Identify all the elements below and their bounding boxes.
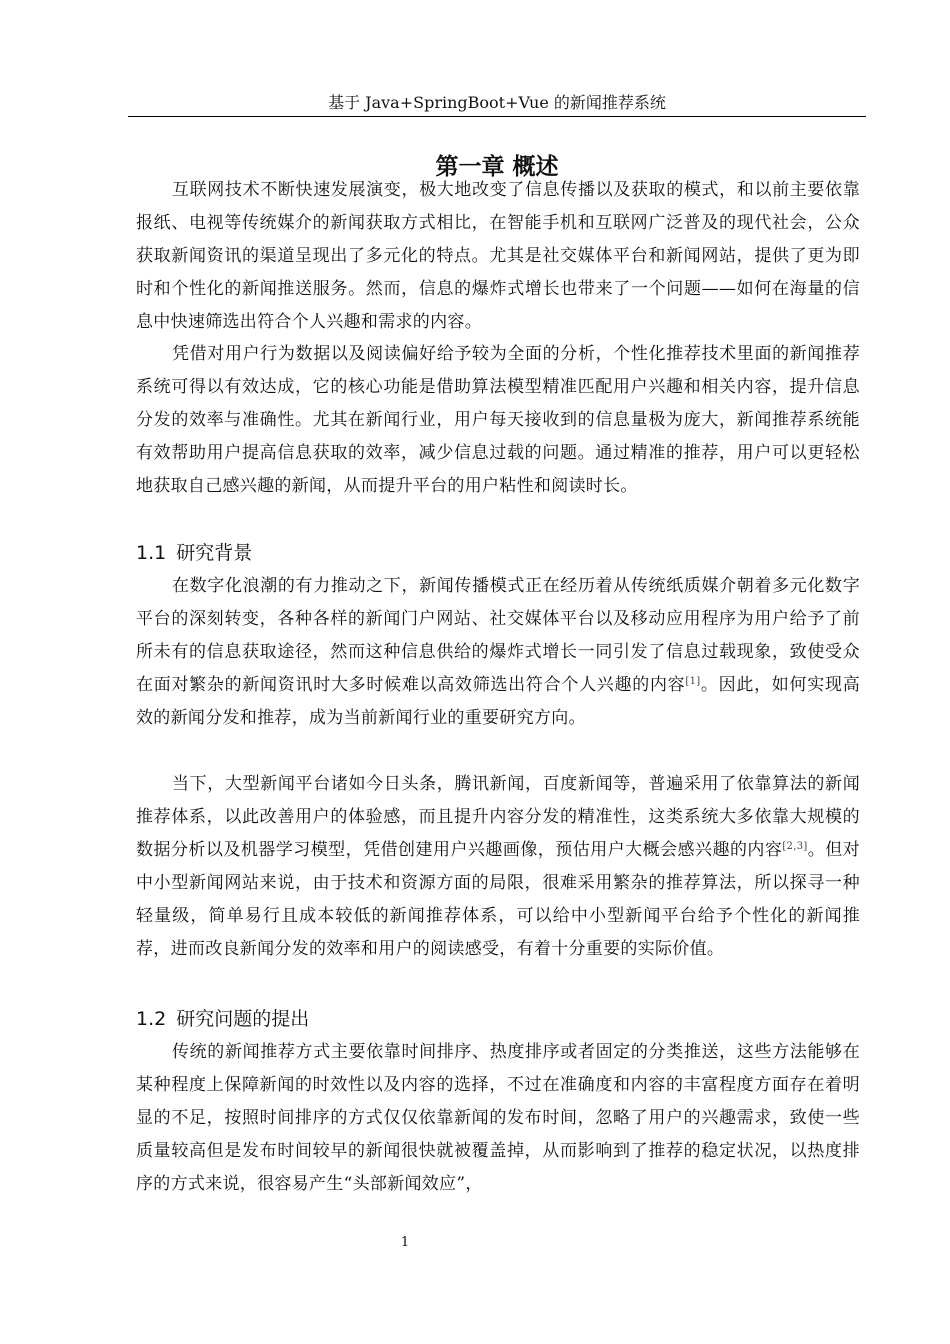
intro-paragraph-1: 互联网技术不断快速发展演变，极大地改变了信息传播以及获取的模式，和以前主要依靠报纸、电视等传统媒介的新闻获取方式相比，在智能手机和互联网广泛普及的现代社会，公众获取新闻资讯的渠道呈现出了多元化的特点。尤其是社交媒体平台和新闻网站，提供了更为即时和个性化的新闻推送服务。然而，信息的爆炸式增长也带来了一个问题——如何在海量的信息中快速筛选出符合个人兴趣和需求的内容。	[136, 180, 860, 332]
section-title: 研究问题的提出	[176, 1008, 310, 1030]
chapter-title: 第一章 概述	[435, 154, 559, 181]
paragraph-text: 。因此，如何实现高效的新闻分发和推荐，成为当前新闻行业的重要研究方向。	[136, 675, 860, 728]
citation-ref: [1]	[685, 676, 701, 687]
citation-ref: [2,3]	[782, 841, 808, 852]
page-number: 1	[400, 1235, 410, 1250]
background-paragraph-1	[136, 570, 860, 735]
section-number: 1.1	[136, 542, 167, 564]
intro-paragraph-2: 凭借对用户行为数据以及阅读偏好给予较为全面的分析，个性化推荐技术里面的新闻推荐系统可得以有效达成，它的核心功能是借助算法模型精准匹配用户兴趣和相关内容，提升信息分发的效率与准确性。尤其在新闻行业，用户每天接收到的信息量极为庞大，新闻推荐系统能有效帮助用户提高信息获取的效率，减少信息过载的问题。通过精准的推荐，用户可以更轻松地获取自己感兴趣的新闻，从而提升平台的用户粘性和阅读时长。	[136, 344, 860, 496]
paragraph-text: 。但对中小型新闻网站来说，由于技术和资源方面的局限，很难采用繁杂的推荐算法，所以探寻一种轻量级，简单易行且成本较低的新闻推荐体系，可以给中小型新闻平台给予个性化的新闻推荐，进而改良新闻分发的效率和用户的阅读感受，有着十分重要的实际价值。	[136, 840, 860, 959]
paragraph-text: 当下，大型新闻平台诸如今日头条，腾讯新闻，百度新闻等，普遍采用了依靠算法的新闻推荐体系，以此改善用户的体验感，而且提升内容分发的精准性，这类系统大多依靠大规模的数据分析以及机器学习模型，凭借创建用户兴趣画像，预估用户大概会感兴趣的内容	[136, 774, 860, 860]
page-header: 基于 Java+SpringBoot+Vue 的新闻推荐系统	[328, 93, 666, 112]
section-number: 1.2	[136, 1008, 167, 1030]
section-heading-1-1	[136, 537, 860, 569]
paragraph-text: 在数字化浪潮的有力推动之下，新闻传播模式正在经历着从传统纸质媒介朝着多元化数字平台的深刻转变，各种各样的新闻门户网站、社交媒体平台以及移动应用程序为用户给予了前所未有的信息获取途径，然而这种信息供给的爆炸式增长一同引发了信息过载现象，致使受众在面对繁杂的新闻资讯时大多时候难以高效筛选出符合个人兴趣的内容	[136, 576, 860, 695]
background-paragraph-2	[136, 768, 860, 966]
header-rule	[128, 116, 866, 117]
problem-paragraph-1: 传统的新闻推荐方式主要依靠时间排序、热度排序或者固定的分类推送，这些方法能够在某种程度上保障新闻的时效性以及内容的选择，不过在准确度和内容的丰富程度方面存在着明显的不足，按照时间排序的方式仅仅依靠新闻的发布时间，忽略了用户的兴趣需求，致使一些质量较高但是发布时间较早的新闻很快就被覆盖掉，从而影响到了推荐的稳定状况，以热度排序的方式来说，很容易产生“头部新闻效应”，	[136, 1042, 860, 1194]
section-title: 研究背景	[176, 542, 253, 564]
section-heading-1-2	[136, 1003, 860, 1035]
